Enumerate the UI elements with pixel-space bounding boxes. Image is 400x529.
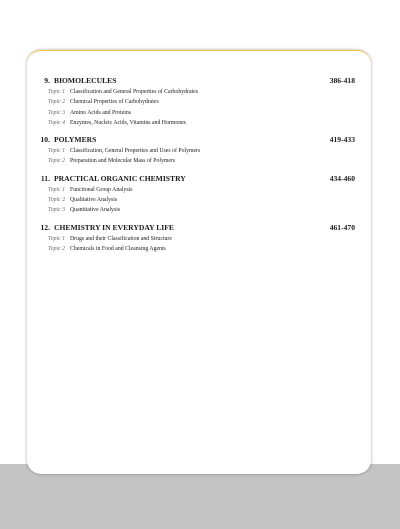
chapter-page-range: 434-460: [329, 173, 355, 183]
chapter-entry: [35, 75, 355, 128]
topic-row[interactable]: [35, 244, 355, 254]
topic-row[interactable]: [35, 108, 355, 118]
topic-label: Topic 2: [48, 197, 66, 204]
topic-row[interactable]: [35, 97, 355, 107]
chapter-number: 11.: [40, 173, 50, 183]
topic-title: Chemicals in Food and Cleansing Agents: [70, 245, 166, 252]
chapter-heading[interactable]: [35, 134, 355, 146]
topic-title: Classification and General Properties of Carbohydrates: [70, 89, 198, 95]
topic-title: Qualitative Analysis: [70, 197, 118, 204]
chapter-title: PRACTICAL ORGANIC CHEMISTRY: [54, 173, 186, 183]
chapter-heading[interactable]: [35, 75, 355, 87]
chapter-entry: [35, 222, 355, 255]
topic-title: Classification, General Properties and Uses of Polymers: [70, 148, 201, 155]
topic-row[interactable]: [35, 146, 355, 156]
topic-row[interactable]: [35, 118, 355, 128]
topic-title: Enzymes, Nucleic Acids, Vitamins and Hormones: [70, 119, 186, 126]
topic-label: Topic 1: [48, 235, 66, 242]
chapter-heading[interactable]: [35, 173, 355, 185]
topic-row[interactable]: [35, 156, 355, 166]
chapter-title: CHEMISTRY IN EVERYDAY LIFE: [54, 222, 174, 232]
topic-label: Topic 3: [48, 109, 66, 116]
chapter-page-range: 461-470: [329, 222, 355, 232]
topic-row[interactable]: [35, 205, 355, 215]
chapter-number: 12.: [40, 222, 50, 232]
contents-card: [27, 50, 371, 474]
chapter-page-range: 386-418: [329, 76, 355, 85]
chapter-heading[interactable]: [35, 222, 355, 234]
topic-row[interactable]: [35, 87, 355, 97]
table-of-contents: [35, 75, 355, 260]
chapter-entry: [35, 134, 355, 167]
topic-row[interactable]: [35, 185, 355, 195]
topic-title: Quantitative Analysis: [70, 207, 121, 214]
topic-title: Functional Group Analysis: [70, 186, 133, 193]
topic-row[interactable]: [35, 234, 355, 244]
topic-title: Chemical Properties of Carbohydrates: [70, 99, 159, 106]
chapter-title: BIOMOLECULES: [54, 76, 117, 85]
topic-label: Topic 1: [48, 186, 66, 193]
chapter-number: 10.: [40, 135, 50, 145]
topic-title: Preparation and Molecular Mass of Polymers: [70, 158, 176, 165]
topic-label: Topic 2: [48, 99, 66, 106]
topic-title: Drugs and their Classification and Structure: [70, 235, 172, 242]
chapter-entry: [35, 173, 355, 216]
topic-label: Topic 2: [48, 158, 66, 165]
topic-label: Topic 1: [48, 89, 66, 95]
chapter-title: POLYMERS: [54, 135, 97, 145]
topic-title: Amino Acids and Proteins: [70, 109, 132, 116]
topic-label: Topic 2: [48, 245, 66, 252]
topic-label: Topic 1: [48, 148, 66, 155]
chapter-number: 9.: [44, 76, 50, 85]
topic-row[interactable]: [35, 195, 355, 205]
chapter-page-range: 419-433: [329, 135, 355, 145]
topic-label: Topic 4: [48, 119, 66, 126]
topic-label: Topic 3: [48, 207, 66, 214]
